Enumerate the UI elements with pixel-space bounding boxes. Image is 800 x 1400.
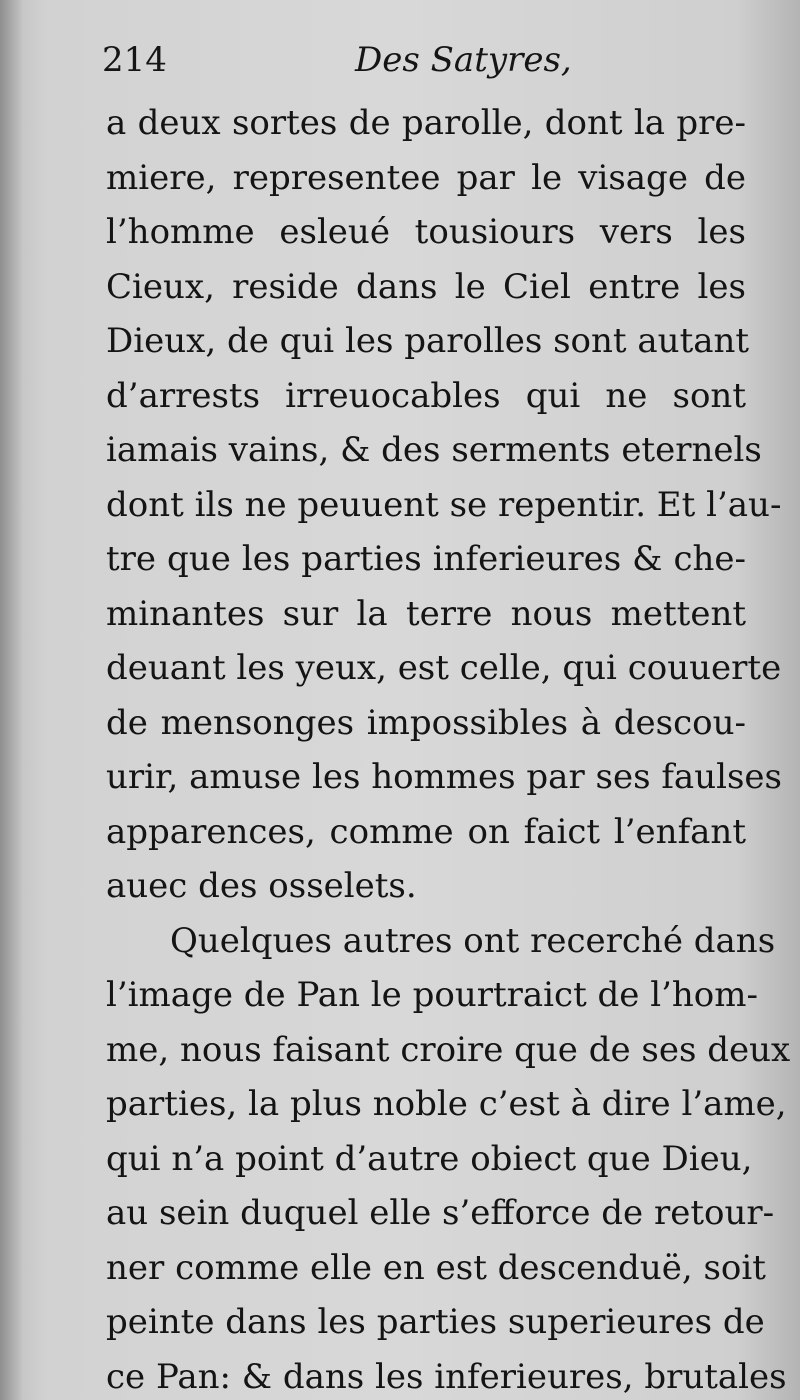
text-line: de mensonges impossibles à descou- [106, 702, 746, 743]
paragraph [106, 96, 782, 914]
text-line: me, nous faisant croire que de ses deux [106, 1029, 791, 1070]
text-line: l’image de Pan le pourtraict de l’hom- [106, 975, 759, 1015]
text-line: iamais vains, & des serments eternels [106, 430, 762, 470]
text-line: l’homme esleué tousiours vers les [106, 212, 746, 252]
text-line: Dieux, de qui les parolles sont autant [106, 321, 750, 361]
text-line: apparences, comme on faict l’enfant [106, 811, 746, 852]
text-line: Cieux, reside dans le Ciel entre les [106, 266, 746, 307]
text-line: ce Pan: & dans les inferieures, brutales [106, 1356, 787, 1397]
text-line: d’arrests irreuocables qui ne sont [106, 375, 746, 416]
text-line: ner comme elle en est descenduë, soit [106, 1247, 766, 1288]
body-text [106, 96, 791, 1400]
page-number: 214 [102, 40, 167, 80]
text-line: dont ils ne peuuent se repentir. Et l’au- [106, 484, 782, 525]
text-line: au sein duquel elle s’efforce de retour- [106, 1193, 775, 1233]
text-line: auec des osselets. [106, 866, 417, 906]
text-line: parties, la plus noble c’est à dire l’ame, [106, 1084, 787, 1124]
text-line: minantes sur la terre nous mettent [106, 593, 746, 634]
binding-gutter [0, 0, 22, 1400]
paragraph [106, 914, 791, 1400]
text-line: peinte dans les parties superieures de [106, 1302, 765, 1342]
text-line: qui n’a point d’autre obiect que Dieu, [106, 1138, 753, 1179]
text-line: deuant les yeux, est celle, qui couuerte [106, 648, 782, 688]
text-line: tre que les parties inferieures & che- [106, 539, 746, 579]
text-line: a deux sortes de parolle, dont la pre- [106, 103, 746, 143]
running-title: Des Satyres, [355, 40, 572, 80]
text-line: Quelques autres ont recerché dans [170, 920, 776, 961]
text-line: miere, representee par le visage de [106, 157, 746, 198]
page-header [100, 40, 760, 94]
text-line: urir, amuse les hommes par ses faulses [106, 757, 782, 797]
